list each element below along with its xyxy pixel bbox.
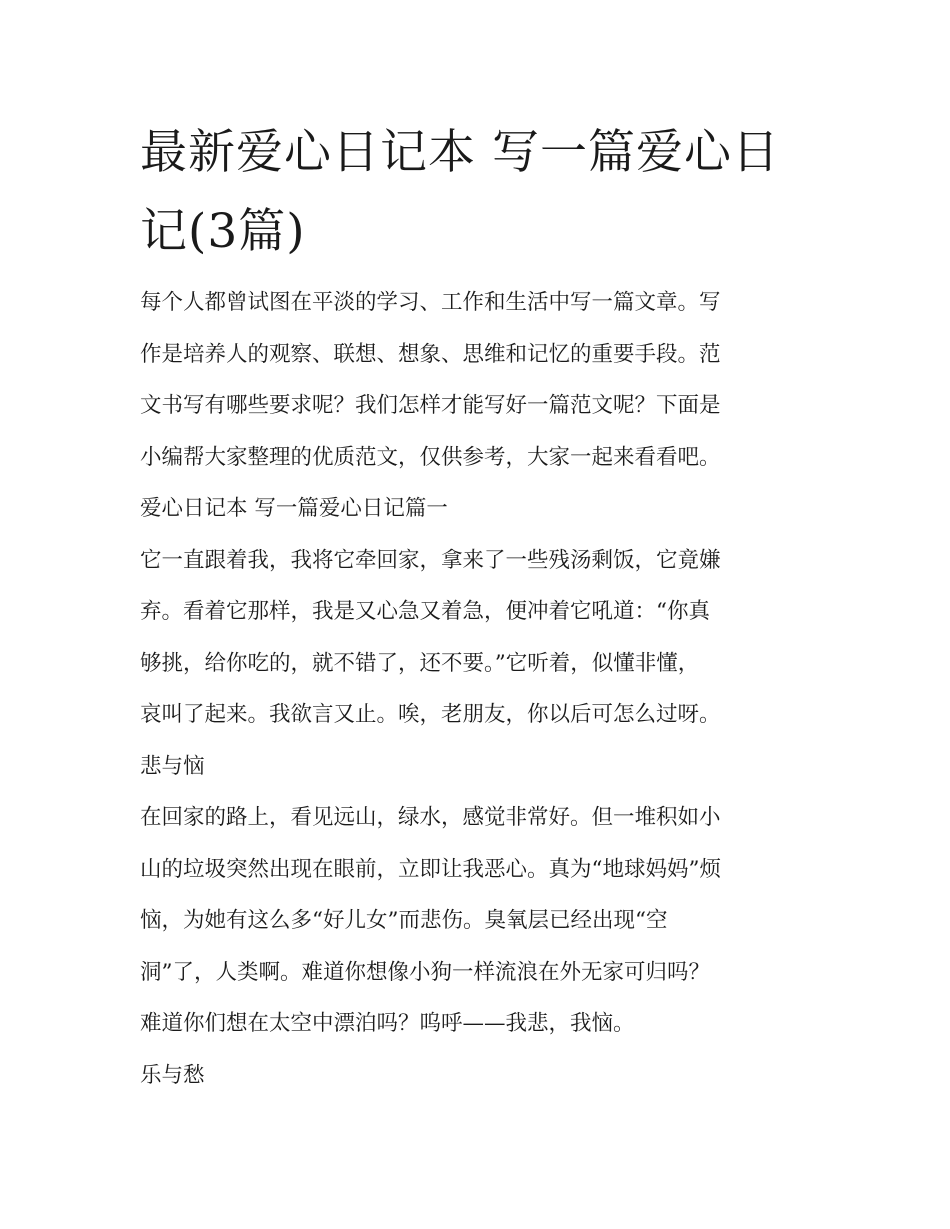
section-heading	[140, 483, 812, 535]
section-heading-text: 爱心日记本 写一篇爱心日记篇一	[140, 496, 448, 521]
text-line: 山的垃圾突然出现在眼前，立即让我恶心。真为“地球妈妈”烦	[140, 856, 721, 882]
text-line: 恼，为她有这么多“好儿女”而悲伤。臭氧层已经出现“空	[140, 908, 668, 933]
text-line: 洞”了，人类啊。难道你想像小狗一样流浪在外无家可归吗？	[140, 959, 710, 985]
subheading-text: 悲与恼	[140, 753, 205, 779]
document-title	[140, 113, 812, 271]
text-line: 哀叫了起来。我欲言又止。唉，老朋友，你以后可怎么过呀。	[140, 702, 721, 727]
text-line: 在回家的路上，看见远山，绿水，感觉非常好。但一堆积如小	[140, 805, 721, 830]
section1-paragraph	[140, 535, 812, 741]
title-line: 记(3篇)	[140, 204, 306, 259]
text-line: 弃。看着它那样，我是又心急又着急，便冲着它吼道：“你真	[140, 599, 710, 624]
subheading	[140, 1050, 812, 1102]
text-line: 文书写有哪些要求呢？我们怎样才能写好一篇范文呢？下面是	[140, 393, 721, 418]
subheading	[140, 741, 812, 793]
document-page	[140, 113, 812, 1101]
section2-paragraph	[140, 792, 812, 1050]
subheading-text: 乐与愁	[140, 1062, 205, 1088]
text-line: 难道你们想在太空中漂泊吗？呜呼——我悲，我恼。	[140, 1011, 635, 1036]
text-line: 它一直跟着我，我将它牵回家，拿来了一些残汤剩饭，它竟嫌	[140, 547, 721, 573]
text-line: 作是培养人的观察、联想、想象、思维和记忆的重要手段。范	[140, 341, 721, 367]
title-line: 最新爱心日记本 写一篇爱心日	[140, 125, 780, 180]
intro-paragraph	[140, 277, 812, 483]
text-line: 每个人都曾试图在平淡的学习、工作和生活中写一篇文章。写	[140, 290, 721, 315]
text-line: 小编帮大家整理的优质范文，仅供参考，大家一起来看看吧。	[140, 444, 721, 470]
text-line: 够挑，给你吃的，就不错了，还不要。”它听着，似懂非懂，	[140, 650, 700, 676]
